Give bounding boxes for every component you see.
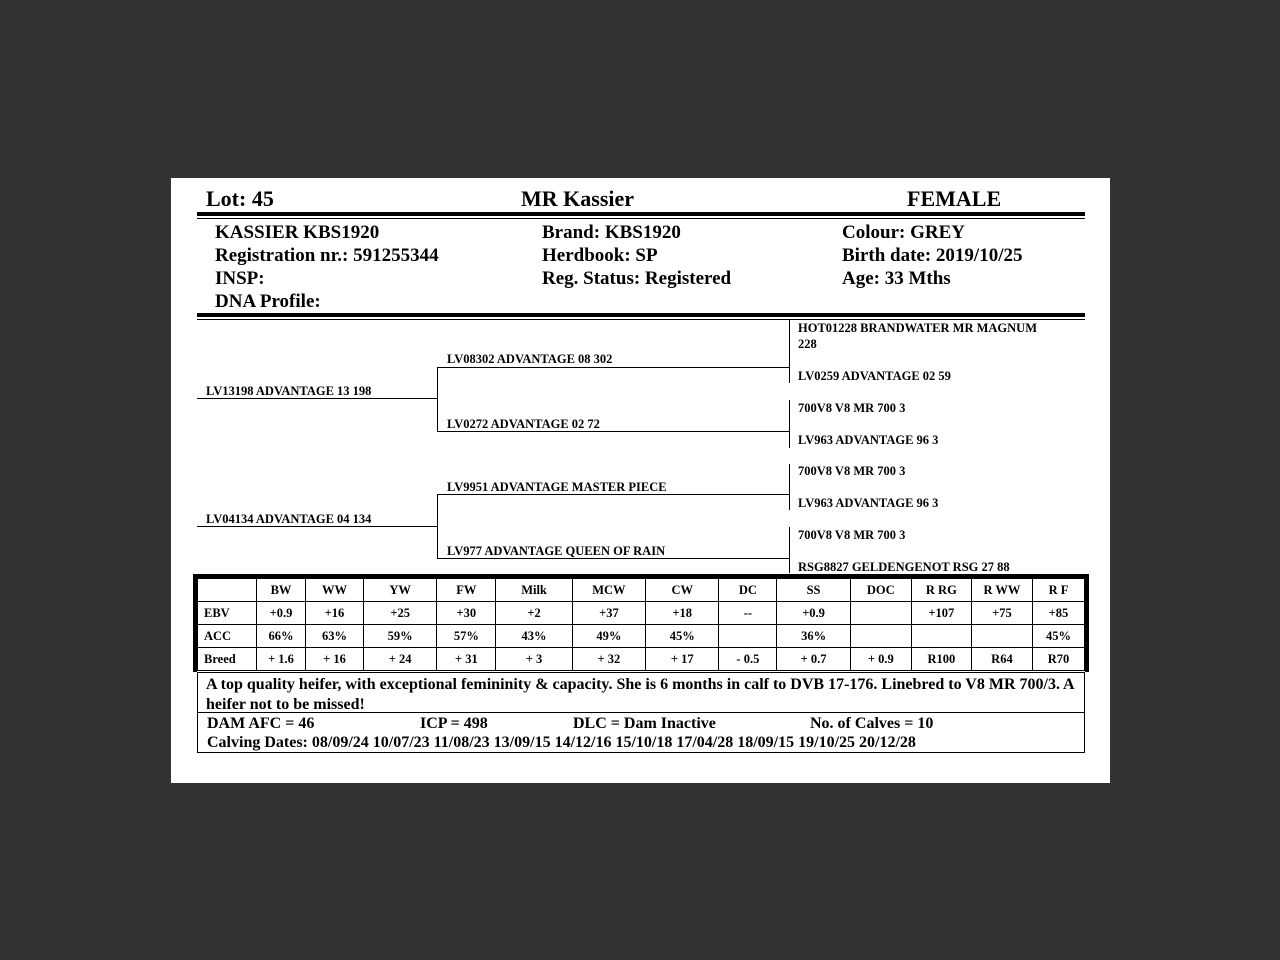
ebv-cell: 59% [363, 625, 436, 648]
ebv-header-cell: BW [257, 579, 306, 602]
ebv-cell: + 17 [646, 648, 719, 671]
ebv-row-label: Breed [198, 648, 257, 671]
age: Age: 33 Mths [842, 268, 951, 289]
dam-sire-name: LV9951 ADVANTAGE MASTER PIECE [447, 480, 667, 494]
ebv-cell: R64 [971, 648, 1032, 671]
dlc: DLC = Dam Inactive [573, 715, 716, 732]
ebv-header-row [198, 579, 1085, 602]
ebv-cell: +107 [911, 602, 971, 625]
ebv-row-label: EBV [198, 602, 257, 625]
no-of-calves: No. of Calves = 10 [810, 715, 934, 732]
ebv-cell: + 1.6 [257, 648, 306, 671]
ebv-cell: -- [719, 602, 777, 625]
dd-dam-name: RSG8827 GELDENGENOT RSG 27 88 [798, 560, 1010, 574]
header-rule-thick [197, 212, 1085, 216]
ss-sire-name-cont: 228 [798, 337, 817, 351]
lot-number: Lot: 45 [206, 186, 274, 211]
ebv-row-label: ACC [198, 625, 257, 648]
ebv-cell: +25 [363, 602, 436, 625]
ebv-cell: +30 [437, 602, 496, 625]
ss-dam-name: LV0259 ADVANTAGE 02 59 [798, 369, 951, 383]
sire-sire-name: LV08302 ADVANTAGE 08 302 [447, 352, 613, 366]
ebv-cell: 49% [572, 625, 645, 648]
comments: A top quality heifer, with exceptional femininity & capacity. She is 6 months in calf to DVB 17-176. Linebred to V8 MR 700/3. A heifer not to be missed! [197, 672, 1085, 713]
ebv-cell: + 0.9 [850, 648, 911, 671]
colour: Colour: GREY [842, 222, 965, 243]
dd-connector [789, 527, 790, 573]
ebv-header-cell: FW [437, 579, 496, 602]
ebv-cell: 57% [437, 625, 496, 648]
sd-sire-name: 700V8 V8 MR 700 3 [798, 401, 906, 415]
animal-id: KASSIER KBS1920 [215, 222, 380, 243]
ebv-cell: - 0.5 [719, 648, 777, 671]
ebv-cell: 45% [646, 625, 719, 648]
registration-number: Registration nr.: 591255344 [215, 245, 439, 266]
ebv-cell: 43% [496, 625, 572, 648]
ds-sire-name: 700V8 V8 MR 700 3 [798, 464, 906, 478]
ebv-cell: 45% [1032, 625, 1084, 648]
ebv-header-cell: R F [1032, 579, 1084, 602]
ebv-cell: +16 [305, 602, 363, 625]
dam-connector [437, 494, 438, 559]
header-rule-thin [197, 218, 1085, 219]
dam-name: LV04134 ADVANTAGE 04 134 [206, 512, 372, 526]
ebv-header-cell: CW [646, 579, 719, 602]
info-rule-thin [197, 319, 1085, 320]
ebv-cell: 36% [777, 625, 850, 648]
ds-connector [789, 464, 790, 510]
info-right [842, 221, 1023, 290]
ebv-cell [850, 602, 911, 625]
insp: INSP: [215, 268, 265, 289]
sire-sire-line [437, 367, 789, 368]
ebv-header-cell: Milk [496, 579, 572, 602]
ebv-row [198, 602, 1085, 625]
ebv-row [198, 625, 1085, 648]
ebv-header-cell [198, 579, 257, 602]
info-left [215, 221, 439, 313]
ebv-cell: + 16 [305, 648, 363, 671]
ds-dam-name: LV963 ADVANTAGE 96 3 [798, 496, 939, 510]
ss-connector [789, 320, 790, 383]
ebv-cell: +18 [646, 602, 719, 625]
ebv-header-cell: WW [305, 579, 363, 602]
ebv-cell: +0.9 [777, 602, 850, 625]
ebv-cell: + 24 [363, 648, 436, 671]
sd-dam-name: LV963 ADVANTAGE 96 3 [798, 433, 939, 447]
lot-card [171, 178, 1110, 783]
ebv-header-cell: YW [363, 579, 436, 602]
ebv-cell [971, 625, 1032, 648]
sire-dam-name: LV0272 ADVANTAGE 02 72 [447, 417, 600, 431]
ebv-cell: + 31 [437, 648, 496, 671]
reg-status: Reg. Status: Registered [542, 268, 732, 289]
ebv-cell [719, 625, 777, 648]
ebv-cell [850, 625, 911, 648]
herdbook: Herdbook: SP [542, 245, 658, 266]
dna-profile: DNA Profile: [215, 291, 321, 312]
ebv-header-cell: DOC [850, 579, 911, 602]
ebv-cell: +0.9 [257, 602, 306, 625]
info-middle [542, 221, 731, 290]
ebv-header-cell: DC [719, 579, 777, 602]
ebv-header-cell: R RG [911, 579, 971, 602]
ebv-cell: + 32 [572, 648, 645, 671]
sd-connector [789, 400, 790, 448]
ebv-header-cell: SS [777, 579, 850, 602]
dam-afc: DAM AFC = 46 [207, 715, 315, 732]
ebv-table [193, 574, 1089, 672]
info-rule-thick [197, 313, 1085, 317]
dd-sire-name: 700V8 V8 MR 700 3 [798, 528, 906, 542]
ebv-cell: +75 [971, 602, 1032, 625]
ebv-cell: R100 [911, 648, 971, 671]
birth-date: Birth date: 2019/10/25 [842, 245, 1023, 266]
footer-box [197, 712, 1085, 753]
ebv-cell [911, 625, 971, 648]
ebv-header-cell: R WW [971, 579, 1032, 602]
ebv-cell: 66% [257, 625, 306, 648]
animal-name: MR Kassier [521, 186, 635, 211]
calving-dates: Calving Dates: 08/09/24 10/07/23 11/08/23 13/09/15 14/12/16 15/10/18 17/04/28 18/09/15 19/10/25 20/12/28 [207, 734, 916, 751]
ebv-cell: 63% [305, 625, 363, 648]
brand: Brand: KBS1920 [542, 222, 681, 243]
ebv-header-cell: MCW [572, 579, 645, 602]
sire-name: LV13198 ADVANTAGE 13 198 [206, 384, 372, 398]
sire-connector [437, 367, 438, 432]
ebv-row [198, 648, 1085, 671]
ebv-cell: + 3 [496, 648, 572, 671]
dam-dam-name: LV977 ADVANTAGE QUEEN OF RAIN [447, 544, 666, 558]
icp: ICP = 498 [420, 715, 488, 732]
ebv-cell: + 0.7 [777, 648, 850, 671]
animal-sex: FEMALE [907, 186, 1002, 211]
ebv-cell: +2 [496, 602, 572, 625]
ss-sire-name: HOT01228 BRANDWATER MR MAGNUM [798, 321, 1037, 335]
ebv-cell: R70 [1032, 648, 1084, 671]
ebv-cell: +37 [572, 602, 645, 625]
ebv-cell: +85 [1032, 602, 1084, 625]
